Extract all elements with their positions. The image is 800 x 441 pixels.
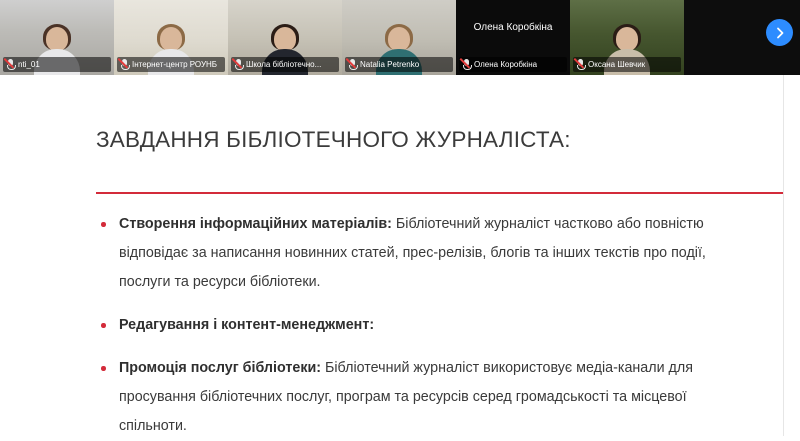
participant-name: Оксана Шевчик — [588, 60, 646, 69]
participant-tile[interactable] — [114, 0, 228, 75]
bullet-dot-icon — [101, 323, 106, 328]
participant-tile[interactable] — [570, 0, 684, 75]
bullet-lead: Редагування і контент-менеджмент: — [119, 317, 375, 333]
participant-tile[interactable] — [0, 0, 114, 75]
slide-bullet-list — [95, 210, 747, 441]
participant-name-badge — [573, 57, 681, 72]
slide-bullet — [95, 354, 747, 441]
chevron-right-icon — [774, 27, 786, 39]
shared-screen-right-gutter — [783, 75, 800, 436]
mic-muted-icon — [348, 59, 357, 70]
mic-muted-icon — [234, 59, 243, 70]
bullet-lead: Промоція послуг бібліотеки: — [119, 360, 322, 376]
participant-name-badge — [3, 57, 111, 72]
presentation-slide — [0, 75, 784, 436]
slide-title: ЗАВДАННЯ БІБЛІОТЕЧНОГО ЖУРНАЛІСТА: — [96, 127, 571, 152]
bullet-dot-icon — [101, 222, 106, 227]
bullet-text: Бібліотечний журналіст частково або повністю відповідає за написання новинних статей, прес-релізів, блогів та інших текстів про події, послуги та ресурси бібліотеки. — [119, 216, 706, 290]
mic-muted-icon — [462, 59, 471, 70]
participant-tile[interactable] — [228, 0, 342, 75]
mic-muted-icon — [120, 59, 129, 70]
participant-name: Олена Коробкіна — [474, 60, 538, 69]
slide-bullet — [95, 311, 747, 340]
filmstrip-next-page-button[interactable] — [766, 19, 793, 46]
participant-tile[interactable] — [456, 0, 570, 75]
participant-name: Інтернет-центр РОУНБ — [132, 60, 218, 69]
participant-name-badge — [231, 57, 339, 72]
bullet-text: Бібліотечний журналіст використовує медіа-канали для просування бібліотечних послуг, програм та ресурсів серед громадськості та місцевої спільноти. — [119, 360, 693, 434]
mic-muted-icon — [576, 59, 585, 70]
participant-name-badge — [345, 57, 453, 72]
participant-name-badge — [117, 57, 225, 72]
participant-name-badge — [459, 57, 567, 72]
participant-filmstrip — [0, 0, 800, 75]
participant-tile[interactable] — [342, 0, 456, 75]
participant-name: nti_01 — [18, 60, 40, 69]
mic-muted-icon — [6, 59, 15, 70]
shared-screen — [0, 75, 800, 436]
bullet-lead: Створення інформаційних матеріалів: — [119, 216, 392, 232]
participant-display-name: Олена Коробкіна — [473, 22, 553, 33]
slide-bullet — [95, 210, 747, 297]
slide-divider — [96, 192, 785, 194]
bullet-dot-icon — [101, 366, 106, 371]
participant-name: Natalia Petrenko — [360, 60, 420, 69]
participant-name: Школа бібліотечно... — [246, 60, 322, 69]
